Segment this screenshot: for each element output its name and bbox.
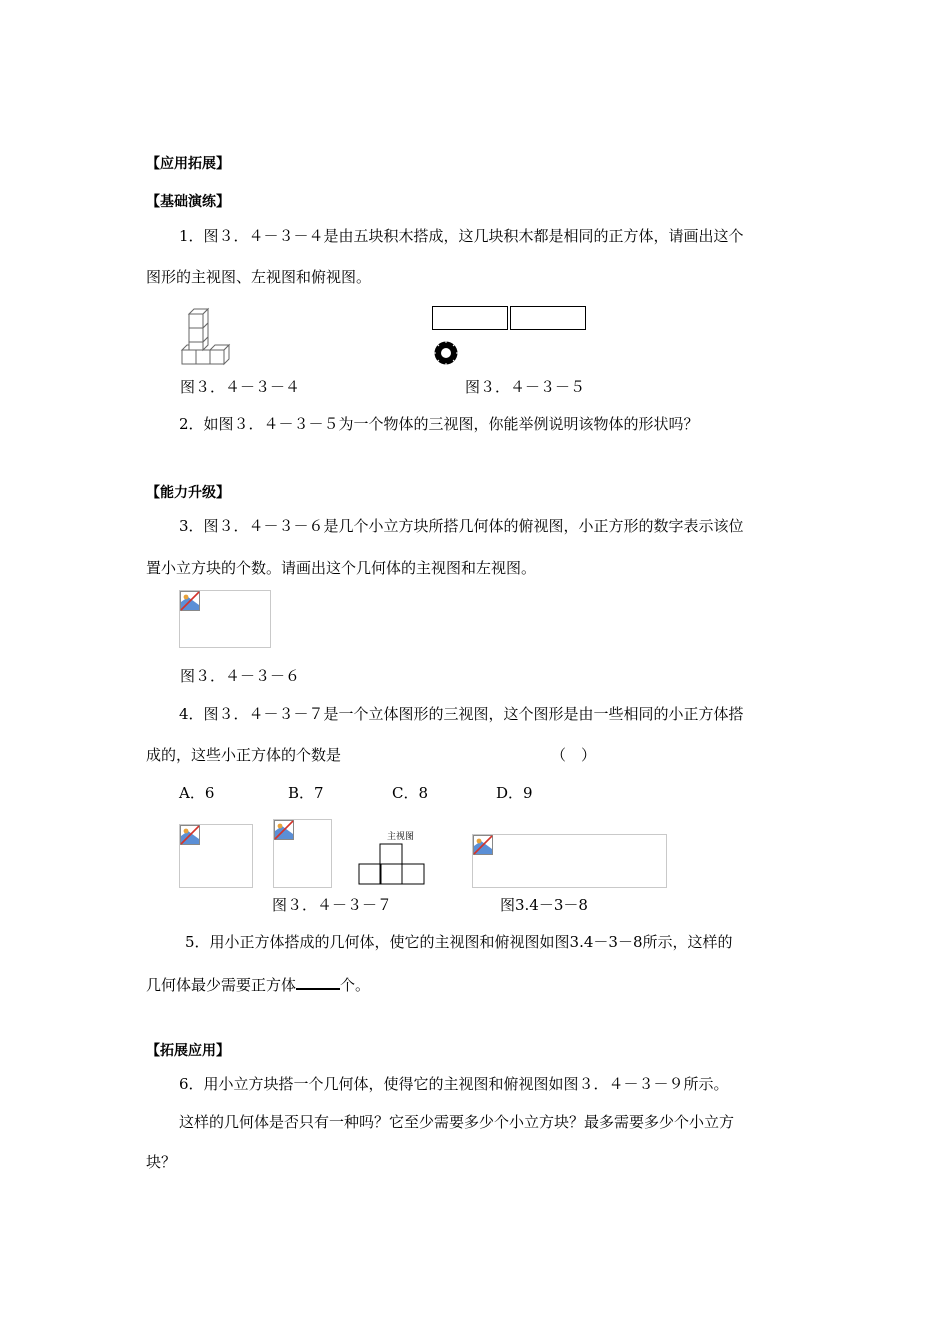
q3-line2: 置小立方块的个数。请画出这个几何体的主视图和左视图。 [146,559,537,577]
figure-caption-3-4-3-6: 图３．４－３－６ [180,667,301,685]
figure-caption-3-4-3-4: 图３．４－３－４ [180,378,301,396]
main-view-drawing [358,843,426,886]
q1-line2: 图形的主视图、左视图和俯视图。 [146,268,372,286]
image-placeholder-3-4-3-7-b [273,819,332,888]
q5-line2-post: 个。 [340,976,371,994]
section-heading-ext-app: 【拓展应用】 [146,1043,230,1059]
broken-image-icon [274,820,294,840]
option-a: A．6 [179,784,215,802]
q6-line1: 6．用小立方块搭一个几何体，使得它的主视图和俯视图如图３．４－３－９所示。 [179,1075,729,1093]
section-heading-app-ext: 【应用拓展】 [146,156,230,172]
q1-line1: 1．图３．４－３－４是由五块积木搭成，这几块积木都是相同的正方体，请画出这个 [179,227,744,245]
figure-caption-3-4-3-8: 图3.4－3－8 [500,896,588,914]
option-c: C．8 [392,784,429,802]
broken-image-icon [180,825,200,845]
answer-parentheses: （ ） [551,746,597,764]
answer-blank[interactable] [296,976,340,990]
q4-line2: 成的，这些小正方体的个数是 [146,746,342,764]
option-b: B．7 [288,784,324,802]
q4-line1: 4．图３．４－３－７是一个立体图形的三视图，这个图形是由一些相同的小正方体搭 [179,705,744,723]
q2-line1: 2．如图３．４－３－５为一个物体的三视图，你能举例说明该物体的形状吗？ [179,415,699,433]
figure-caption-3-4-3-7: 图３．４－３－７ [272,896,393,914]
section-heading-basic: 【基础演练】 [146,194,230,210]
broken-image-icon [473,835,493,855]
top-view-ring [433,340,459,366]
side-view-rect [510,306,586,330]
cube-stack-figure [180,305,232,367]
q5-line2 [146,976,370,993]
figure-caption-3-4-3-5: 图３．４－３－５ [465,378,586,396]
broken-image-icon [180,591,200,611]
q6-line3: 块？ [146,1153,177,1171]
section-heading-ability: 【能力升级】 [146,485,230,501]
q5-line1: 5．用小正方体搭成的几何体，使它的主视图和俯视图如图3.4－3－8所示，这样的 [185,933,733,951]
front-view-rect [432,306,508,330]
q6-line2: 这样的几何体是否只有一种吗？它至少需要多少个小立方块？最多需要多少个小立方 [179,1113,735,1131]
image-placeholder-3-4-3-7-a [179,824,253,888]
main-view-label: 主视图 [387,832,415,842]
q5-line2-pre: 几何体最少需要正方体 [146,976,297,994]
image-placeholder-3-4-3-8 [472,834,667,888]
option-d: D．9 [496,784,533,802]
image-placeholder-3-4-3-6 [179,590,271,648]
q3-line1: 3．图３．４－３－６是几个小立方块所搭几何体的俯视图，小正方形的数字表示该位 [179,517,744,535]
